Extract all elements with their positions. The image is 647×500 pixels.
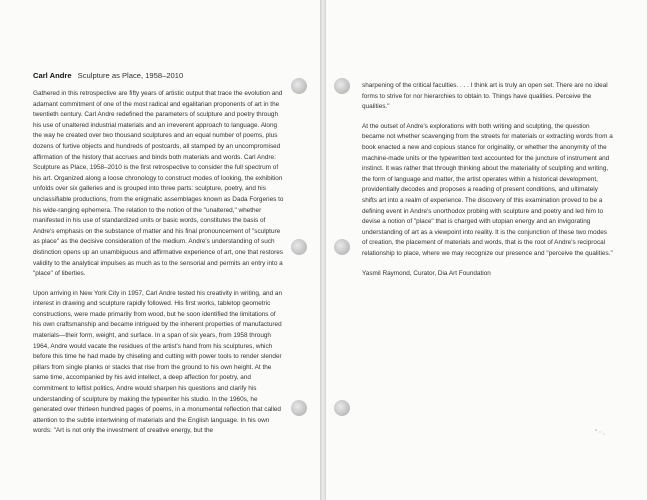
binder-hole-icon — [334, 239, 350, 255]
paragraph: Gathered in this retrospective are fifty years of artistic output that trace the evolution and adamant commitment of one of the most radical and egalitarian proponents of art in the twentieth century. Carl Andre redefined the parameters of sculpture and poetry through his use of unaltered industrial materials and an irreverent approach to language. Along the way he created over two thousand sculptures and an equal number of poems, plus dozens of furtive objects and hundreds of postcards, all stamped by an uncompromised affirmation of the history that accrues and binds both materials and words. Carl Andre: Sculpture as Place, 1958–2010 is the first retrospective to consider the full spectrum of his art. Organized along a loose chronology to construct modes of looking, the exhibition unfolds over six galleries and is grouped into three parts: sculpture, poetry, and his unclassifiable productions, from the enigmatic assemblages known as Dada Forgeries to his wide-ranging ephemera. The relation to the notion of the "unaltered," whether manifested in his use of standardized units or basic words, constitutes the basis of Andre's emphasis on the substance of matter and his final pronouncement of "sculpture as place" as the decisive consideration of the medium. Andre's understanding of such distinction opens up an unambiguous and affirmative experience of art, one that restores validity to the analytical impulses as much as to the sensorial and permits an entry into a "place" of liberties. — [33, 90, 284, 278]
author-signature: Yasmil Raymond, Curator, Dia Art Foundation — [362, 269, 491, 277]
binder-hole-icon — [291, 78, 307, 94]
left-page-text — [33, 70, 285, 446]
binder-hole-icon — [334, 78, 350, 94]
binder-hole-icon — [291, 400, 307, 416]
right-page-text — [362, 81, 614, 288]
pen-mark-icon — [594, 428, 608, 436]
page-gutter — [320, 0, 326, 500]
exhibition-title: Sculpture as Place, 1958–2010 — [77, 71, 184, 80]
binder-hole-icon — [334, 400, 350, 416]
page-title — [33, 70, 285, 81]
paragraph: sharpening of the critical faculties. . . . I think art is truly an open set. There are no ideal forms to strive for nor hierarchies to obtain to. Things have qualities. Perceive the qualities." — [362, 82, 608, 111]
paragraph: Upon arriving in New York City in 1957, Carl Andre tested his creativity in writing, and an interest in drawing and sculpture rapidly followed. His first works, tabletop geometric constructions, were made primarily from wood, but he soon identified the limitations of his own craftsmanship and became intrigued by the inherent properties of manufactured materials—their form, weight, and surface. In a span of six years, from 1958 through 1964, Andre would vacate the residues of the artist's hand from his sculptures, which before this time he had made by chiseling and cutting with power tools to render slender pillars from single planks or stacks that rise from the ground to his own height. At the same time, accompanied by his avid intellect, a deep affection for poetry, and commitment to leftist politics, Andre would sharpen his questions and clarify his understanding of sculpture by making the typewriter his studio. In the 1960s, he generated over thirteen hundred pages of poems, in a monumental reflection that called attention to the subtle intertwining of materials and the English language. In his own words: "Art is not only the investment of creative energy, but the — [33, 289, 283, 435]
paragraph: At the outset of Andre's explorations with both writing and sculpting, the question became not whether scavenging from the streets for materials or extracting words from a book enacted a new and copious stance for originality, or whether the anonymity of the machine-made units or the typewritten text accounted for the juncture of instrument and instinct. It was rather that through thinking about the materiality of sculpting and writing, the form of language and matter, the artist operates within a historical development, providentially decodes and proposes a reading of present conditions, and ultimately shifts art into a realm of experience. The discovery of this examination proved to be a defining event in Andre's unorthodox probing with sculpture and poetry and led him to devise a notion of "place" that is charged with utopian energy and an invigorating understanding of art as a viewpoint into reality. It is the conjunction of these two modes of creation, the placement of materials and words, that is the root of Andre's reciprocal relationship to place, where we may recognize our presence and "perceive the qualities." — [362, 122, 613, 257]
artist-name: Carl Andre — [33, 71, 72, 80]
binder-hole-icon — [291, 239, 307, 255]
